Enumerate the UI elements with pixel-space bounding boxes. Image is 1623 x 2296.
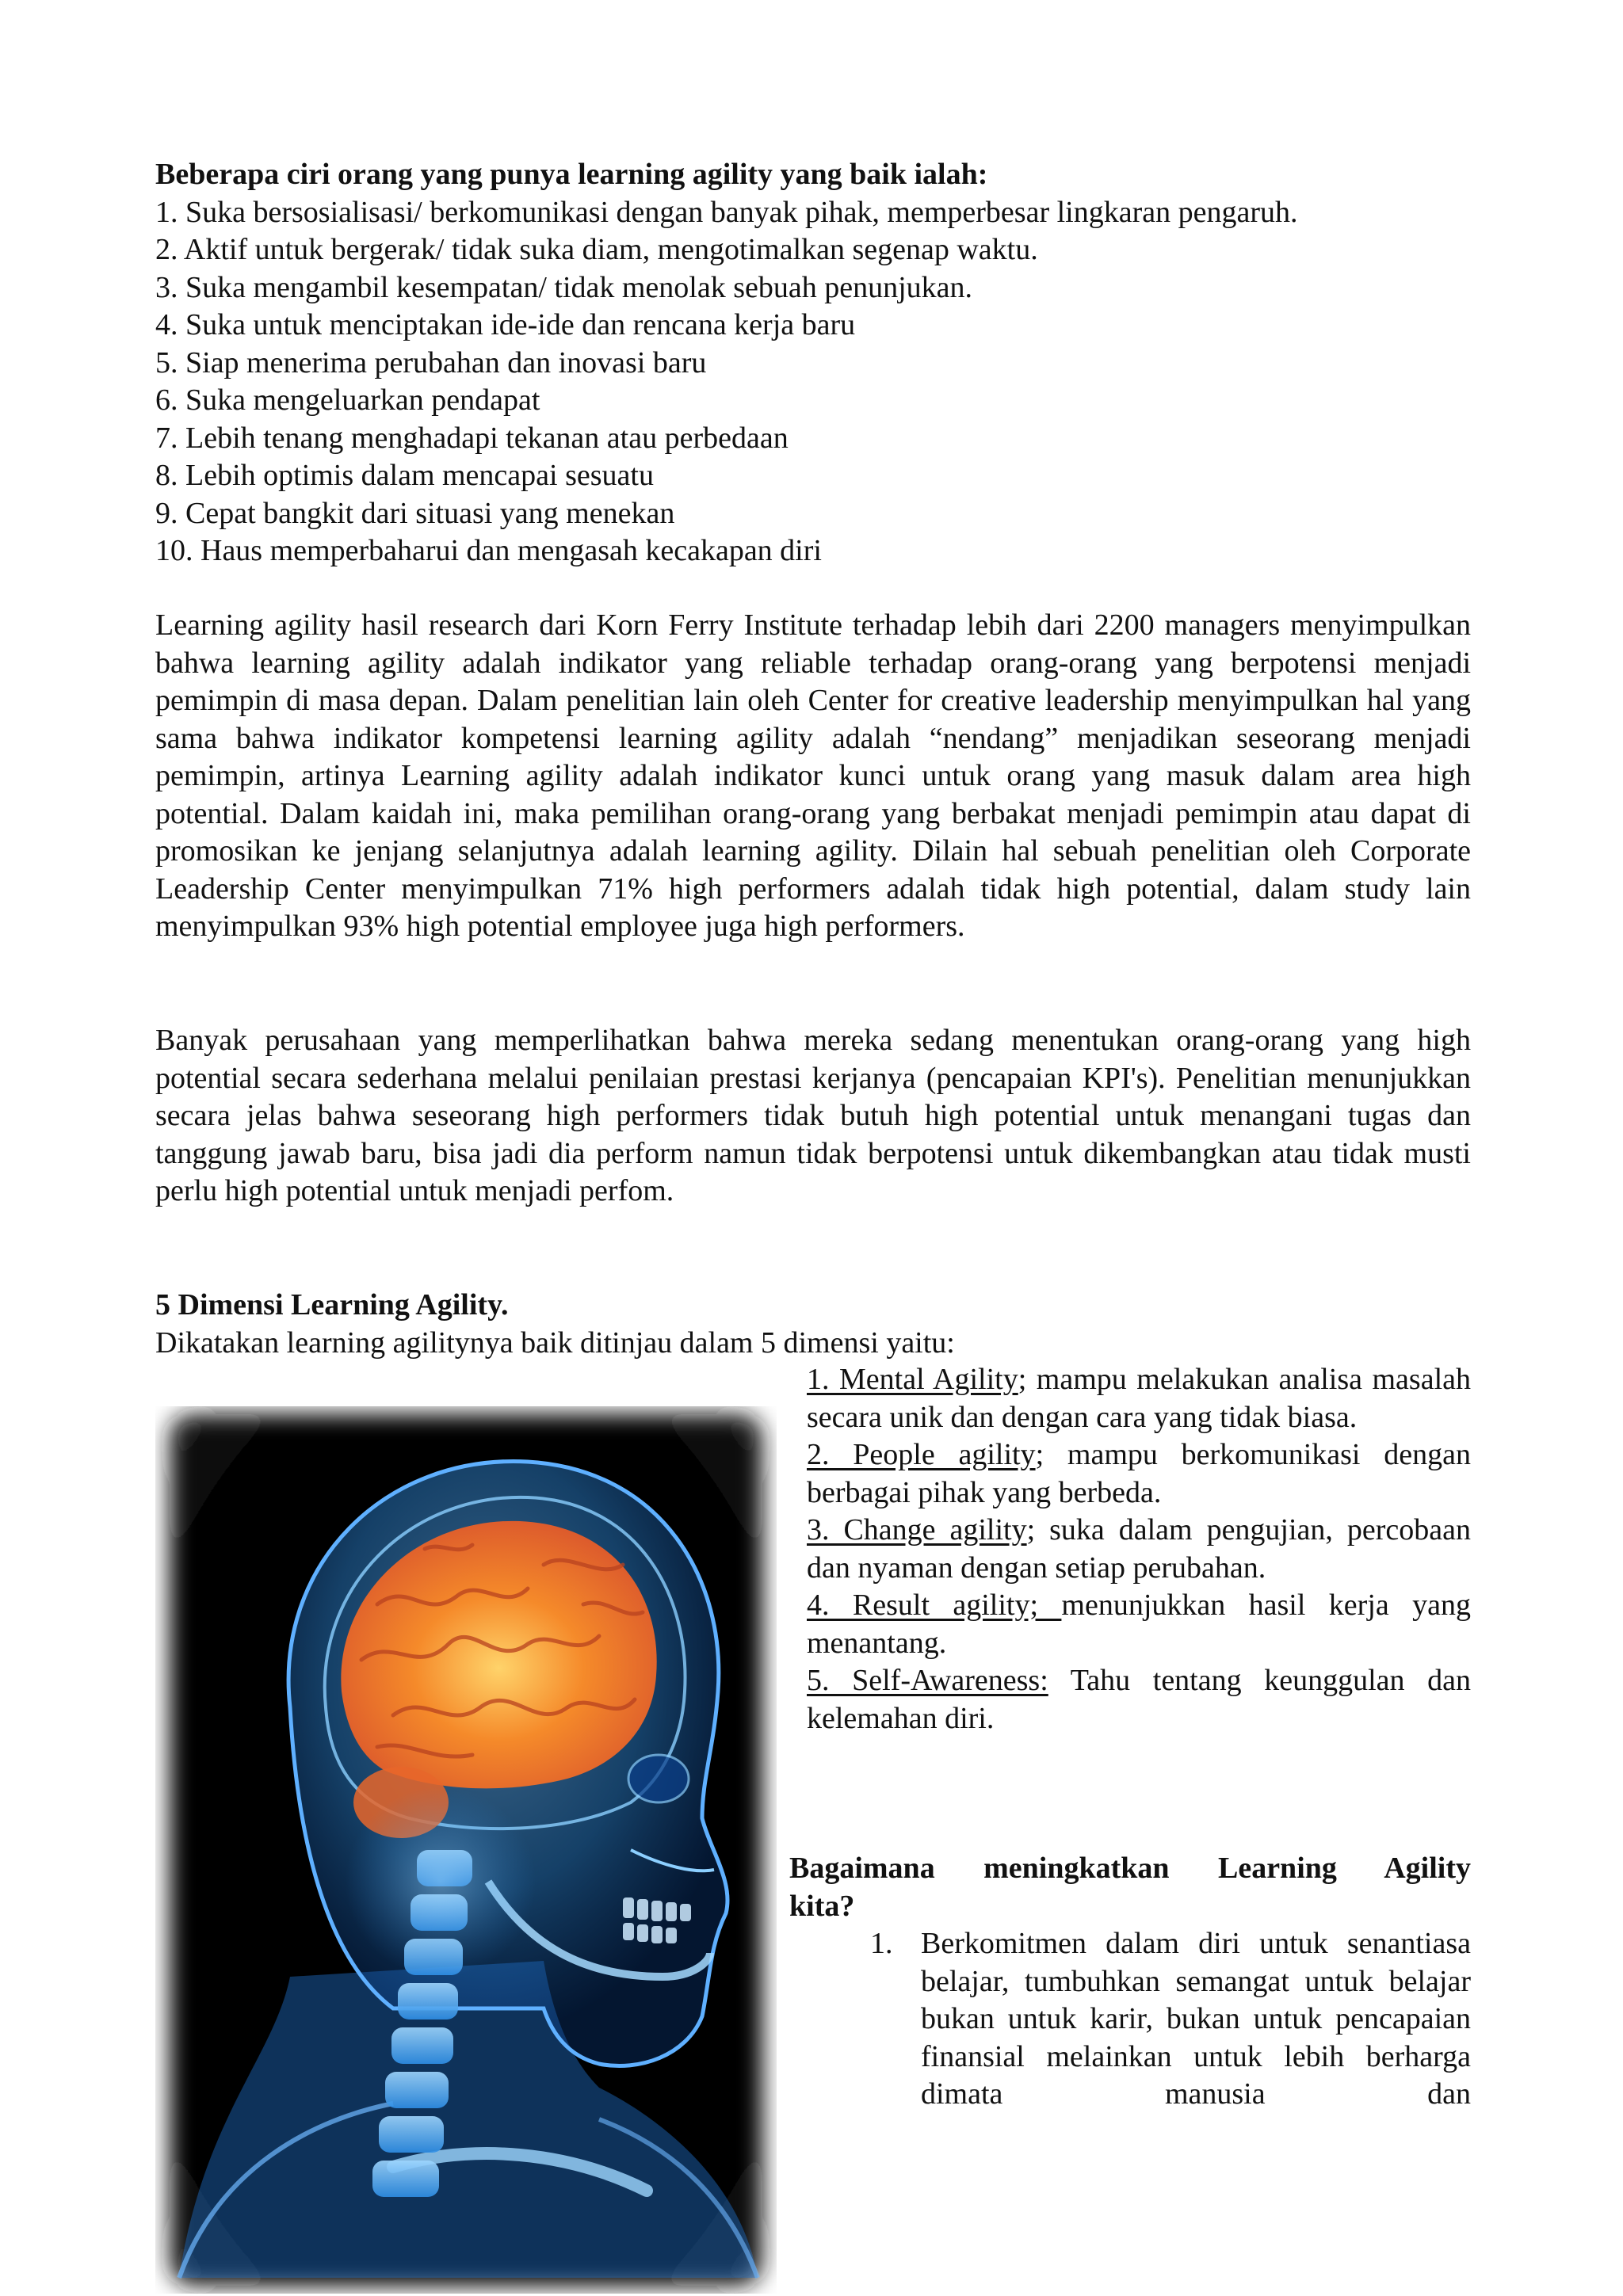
dimension-term: 1. Mental Agility [807, 1363, 1018, 1396]
dimension-term: 4. Result agility; [807, 1589, 1062, 1622]
improve-item-text: Berkomitmen dalam diri untuk senantiasa belajar, tumbuhkan semangat untuk belajar bukan untuk karir, bukan untuk pencapaian finansial melainkan untuk lebih berharga dimata manusia dan [921, 1927, 1471, 2111]
dimension-item: 3. Change agility; suka dalam pengujian, percobaan dan nyaman dengan setiap perubahan. [807, 1513, 1471, 1585]
dimension-item: 2. People agility; mampu berkomunikasi dengan berbagai pihak yang berbeda. [807, 1438, 1471, 1509]
traits-item: 7. Lebih tenang menghadapi tekanan atau perbedaan [155, 421, 789, 455]
dimensions-list [807, 1361, 1471, 1737]
dimension-desc: mampu berkomunikasi dengan berbagai pihak yang berbeda. [807, 1438, 1471, 1509]
improve-item-number: 1. [870, 1927, 893, 1960]
traits-item: 6. Suka mengeluarkan pendapat [155, 383, 540, 417]
dimension-desc: menunjukkan hasil kerja yang menantang. [807, 1589, 1471, 1660]
traits-section [155, 156, 1471, 570]
traits-item: 3. Suka mengambil kesempatan/ tidak menolak sebuah penunjukan. [155, 270, 973, 304]
brain-xray-image [155, 1406, 777, 2294]
dimension-desc: Tahu tentang keunggulan dan kelemahan diri. [807, 1664, 1471, 1735]
dimension-term: 5. Self-Awareness: [807, 1664, 1048, 1697]
dimension-item [807, 1587, 1471, 1662]
traits-item: 9. Cepat bangkit dari situasi yang menekan [155, 496, 675, 530]
traits-heading: Beberapa ciri orang yang punya learning agility yang baik ialah: [155, 158, 988, 191]
traits-item: 2. Aktif untuk bergerak/ tidak suka diam, mengotimalkan segenap waktu. [155, 233, 1038, 266]
dimension-desc: mampu melakukan analisa masalah secara unik dan dengan cara yang tidak biasa. [807, 1363, 1471, 1434]
dimension-item: 1. Mental Agility; mampu melakukan analisa masalah secara unik dan dengan cara yang tidak biasa. [807, 1363, 1471, 1434]
improve-item [870, 1925, 1471, 2114]
dimension-item [807, 1662, 1471, 1737]
research-paragraph: Learning agility hasil research dari Korn Ferry Institute terhadap lebih dari 2200 managers menyimpulkan bahwa learning agility adalah indikator yang reliable terhadap orang-orang yang berpotensi menjadi pemimpin di masa depan. Dalam penelitian lain oleh Center for creative leadership menyimpulkan hal yang sama bahwa indikator kompetensi learning agility adalah “nendang” menjadikan seseorang menjadi pemimpin, artinya Learning agility adalah indikator kunci untuk orang yang masuk dalam area high potential. Dalam kaidah ini, maka pemilihan orang-orang yang berbakat menjadi pemimpin atau dapat di promosikan ke jenjang selanjutnya adalah learning agility. Dilain hal sebuah penelitian oleh Corporate Leadership Center menyimpulkan 71% high performers adalah tidak high potential, dalam study lain menyimpulkan 93% high potential employee juga high performers. [155, 608, 1471, 943]
dimension-term: 3. Change agility [807, 1513, 1027, 1547]
traits-item: 8. Lebih optimis dalam mencapai sesuatu [155, 459, 654, 492]
traits-item: 5. Siap menerima perubahan dan inovasi baru [155, 345, 707, 379]
improve-list [870, 1925, 1471, 2114]
dimensions-heading: 5 Dimensi Learning Agility. [155, 1288, 509, 1322]
traits-item: 10. Haus memperbaharui dan mengasah kecakapan diri [155, 534, 822, 567]
improve-heading: Bagaimana meningkatkan Learning Agility kita? [789, 1852, 1471, 1923]
dimensions-section [155, 1287, 1471, 1362]
traits-item: 1. Suka bersosialisasi/ berkomunikasi dengan banyak pihak, memperbesar lingkaran pengaruh. [155, 195, 1298, 229]
dimensions-intro: Dikatakan learning agilitynya baik ditinjau dalam 5 dimensi yaitu: [155, 1325, 955, 1360]
traits-item: 4. Suka untuk menciptakan ide-ide dan rencana kerja baru [155, 308, 856, 341]
companies-paragraph: Banyak perusahaan yang memperlihatkan bahwa mereka sedang menentukan orang-orang yang high potential secara sederhana melalui penilaian prestasi kerjanya (pencapaian KPI's). Penelitian menunjukkan secara jelas bahwa seseorang high performers tidak butuh high potential untuk menangani tugas dan tanggung jawab baru, bisa jadi dia perform namun tidak berpotensi untuk dikembangkan atau tidak musti perlu high potential untuk menjadi perfom. [155, 1024, 1471, 1207]
dimension-desc: suka dalam pengujian, percobaan dan nyaman dengan setiap perubahan. [807, 1513, 1471, 1585]
dimension-term: 2. People agility [807, 1438, 1036, 1471]
